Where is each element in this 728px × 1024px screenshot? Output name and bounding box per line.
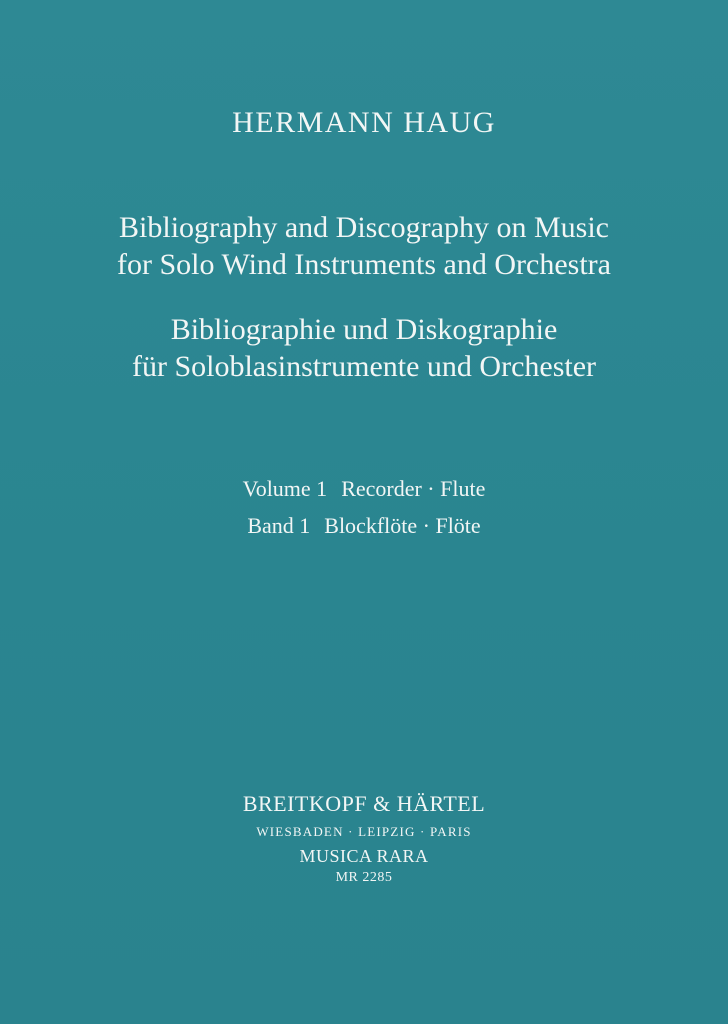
- volume-english: [0, 478, 728, 500]
- title-english-line-2: for Solo Wind Instruments and Orchestra: [117, 248, 611, 281]
- publisher-imprint: MUSICA RARA: [299, 846, 429, 866]
- title-english-line-1: Bibliography and Discography on Music: [119, 211, 609, 244]
- publisher-cities: WIESBADEN · LEIPZIG · PARIS: [256, 824, 472, 839]
- title-german-line-1: Bibliographie und Diskographie: [170, 313, 558, 346]
- catalog-number: MR 2285: [335, 870, 393, 885]
- volume-english-subject: Recorder · Flute: [341, 476, 486, 501]
- publisher-name: BREITKOPF & HÄRTEL: [242, 791, 486, 816]
- volume-german-subject: Blockflöte · Flöte: [324, 513, 481, 538]
- volume-german: [0, 515, 728, 537]
- volume-german-label: Band 1: [247, 513, 311, 538]
- title-german-line-2: für Soloblasinstrumente und Orchester: [131, 350, 597, 383]
- volume-english-label: Volume 1: [242, 476, 328, 501]
- author-name: HERMANN HAUG: [232, 106, 496, 139]
